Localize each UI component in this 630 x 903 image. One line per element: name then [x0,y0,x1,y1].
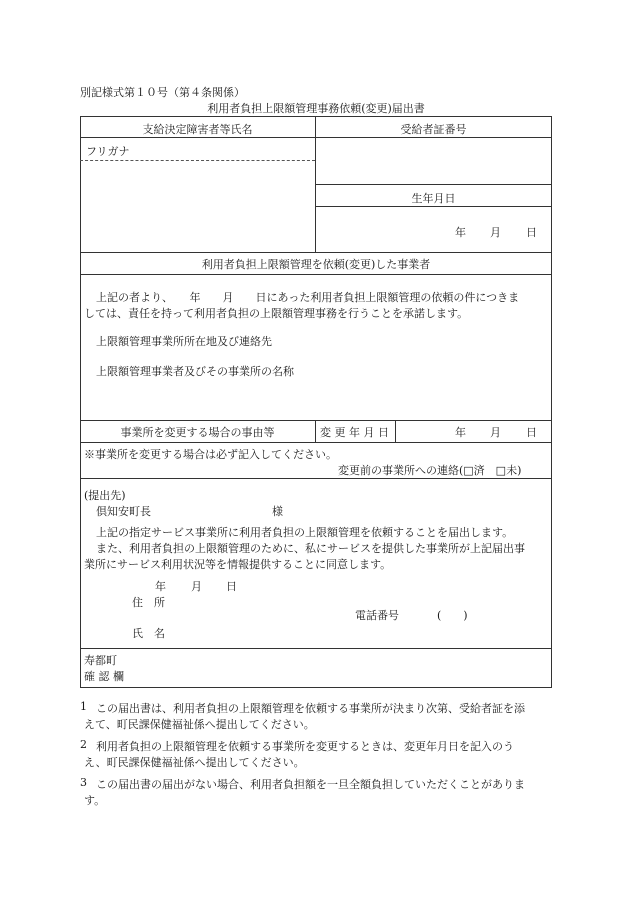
change-month: 月 [490,426,501,439]
note-2-line1: 利用者負担の上限額管理を依頼する事業所を変更するときは、変更年月日を記入のう [96,740,514,753]
divider [315,420,316,442]
recipient-number-field[interactable] [317,139,550,183]
divider [80,252,552,253]
note-1-line1: この届出書は、利用者負担の上限額管理を依頼する事業所が決まり次第、受給者証を添 [96,702,525,715]
change-year: 年 [455,426,466,439]
note-3-line2: す。 [84,794,106,807]
dob-header: 生年月日 [411,192,456,205]
divider [80,420,552,421]
note-2-number: 2 [80,738,87,751]
provider-address-label: 上限額管理事業所所在地及び連絡先 [96,335,272,348]
change-day: 日 [526,426,537,439]
change-date-label: 変 更 年 月 日 [320,426,389,439]
consent-text-line2: しては、責任を持って利用者負担の上限額管理事務を行うことを承諾します。 [84,307,469,320]
dob-month: 月 [490,226,501,239]
submission-year: 年 [155,580,166,593]
dob-year: 年 [455,226,466,239]
divider [315,206,552,207]
submission-day: 日 [226,580,237,593]
note-1-line2: えて、町民課保健福祉係へ提出してください。 [84,718,315,731]
name-header: 支給決定障害者等氏名 [142,123,253,136]
declaration-paragraph-2-line2: 業所にサービス利用状況等を情報提供することに同意します。 [84,558,392,571]
previous-office-contact-note: 変更前の事業所への連絡(□済 □未) [338,464,522,477]
furigana-divider [80,160,315,161]
provider-section-header: 利用者負担上限額管理を依頼(変更)した事業者 [201,258,431,271]
phone-label: 電話番号 [355,609,399,622]
note-3-number: 3 [80,776,87,789]
declaration-paragraph-2-line1: また、利用者負担の上限額管理のために、私にサービスを提供した事業所が上記届出事 [96,542,525,555]
name-field[interactable] [82,163,313,250]
applicant-address-label: 住 所 [132,596,165,609]
divider [395,420,396,442]
provider-name-label: 上限額管理事業者及びその事業所の名称 [96,365,294,378]
note-2-line2: え、町民課保健福祉係へ提出してください。 [84,756,305,769]
divider [80,478,552,479]
form-title: 利用者負担上限額管理事務依頼(変更)届出書 [207,102,425,115]
divider [80,648,552,649]
form-number: 別記様式第１０号（第４条関係） [80,86,245,99]
submission-month: 月 [191,580,202,593]
addressee: 倶知安町長 [96,505,151,518]
divider [80,442,552,443]
applicant-name-label: 氏 名 [132,627,165,640]
divider [315,184,552,185]
recipient-number-header: 受給者証番号 [400,123,467,136]
office-check-label: 確 認 欄 [84,670,124,683]
change-reason-label: 事業所を変更する場合の事由等 [120,426,275,439]
divider [80,274,552,275]
dob-day: 日 [526,226,537,239]
furigana-label: フリガナ [86,145,130,158]
honorific: 様 [272,505,283,518]
office-town: 寿都町 [84,654,117,667]
note-3-line1: この届出書の届出がない場合、利用者負担額を一旦全額負担していただくことがありま [96,778,525,791]
change-note: ※事業所を変更する場合は必ず記入してください。 [84,448,337,461]
phone-parens: ( ) [437,609,468,622]
consent-text-line1: 上記の者より、 年 月 日にあった利用者負担上限額管理の依頼の件につきま [96,291,520,304]
declaration-paragraph-1: 上記の指定サービス事業所に利用者負担の上限額管理を依頼することを届出します。 [96,526,514,539]
submit-to-label: (提出先) [84,489,126,502]
divider [80,137,552,138]
note-1-number: 1 [80,700,87,713]
